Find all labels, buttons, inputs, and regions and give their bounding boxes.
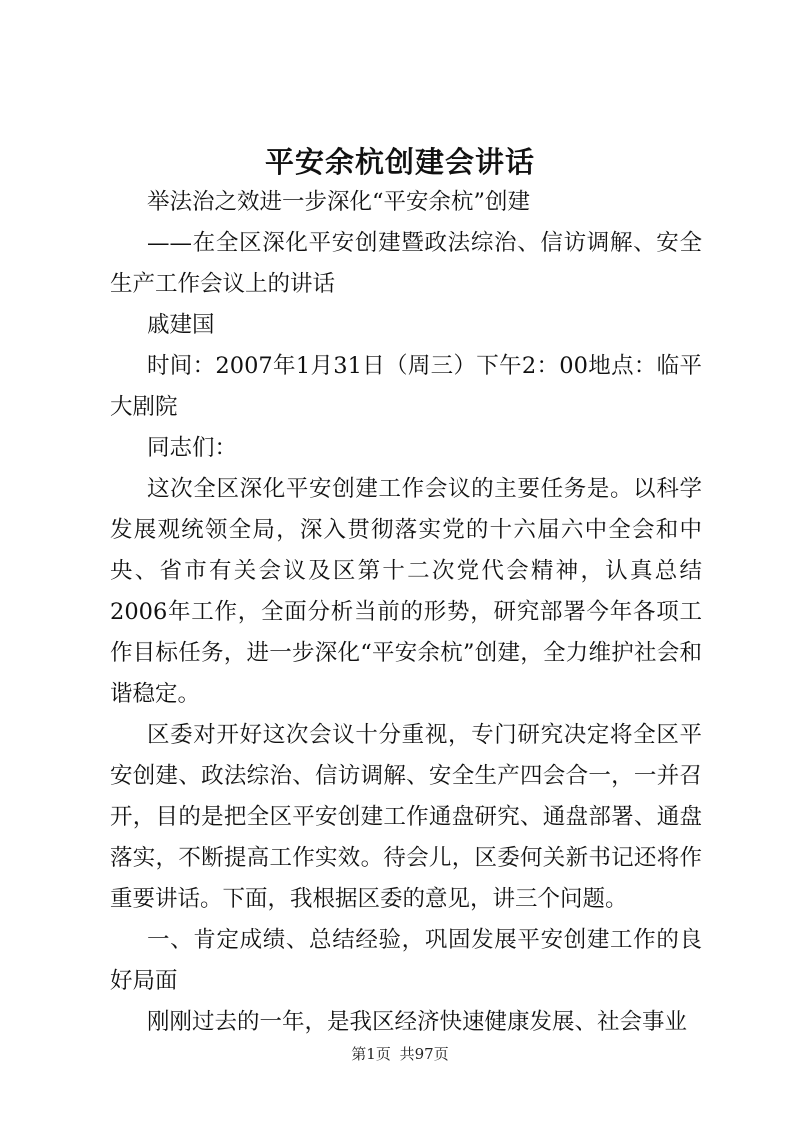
time-location: 时间：2007年1月31日（周三）下午2：00地点：临平大剧院 (110, 353, 702, 420)
greeting: 同志们： (147, 435, 238, 461)
subtitle: 举法治之效进一步深化“平安余杭”创建 (147, 189, 531, 215)
page-footer (0, 1043, 800, 1064)
page-total: 共97页 (399, 1045, 449, 1063)
document-body (110, 182, 702, 1043)
paragraph: 这次全区深化平安创建工作会议的主要任务是。以科学发展观统领全局，深入贯彻落实党的十六届六中全会和中央、省市有关会议及区第十二次党代会精神，认真总结2006年工作，全面分析当前的形势，研究部署今年各项工作目标任务，进一步深化“平安余杭”创建，全力维护社会和谐稳定。 (110, 476, 702, 707)
speaker-name: 戚建国 (147, 312, 215, 338)
section-heading: 一、肯定成绩、总结经验，巩固发展平安创建工作的良好局面 (110, 927, 702, 994)
page-number: 第1页 (351, 1045, 391, 1063)
paragraph: 刚刚过去的一年，是我区经济快速健康发展、社会事业 (147, 1009, 688, 1035)
paragraph: 区委对开好这次会议十分重视，专门研究决定将全区平安创建、政法综治、信访调解、安全生产四会合一，一并召开，目的是把全区平安创建工作通盘研究、通盘部署、通盘落实，不断提高工作实效。待会儿，区委何关新书记还将作重要讲话。下面，我根据区委的意见，讲三个问题。 (110, 722, 702, 912)
document-title: 平安余杭创建会讲话 (264, 145, 535, 179)
meeting-line: ——在全区深化平安创建暨政法综治、信访调解、安全生产工作会议上的讲话 (110, 230, 702, 297)
